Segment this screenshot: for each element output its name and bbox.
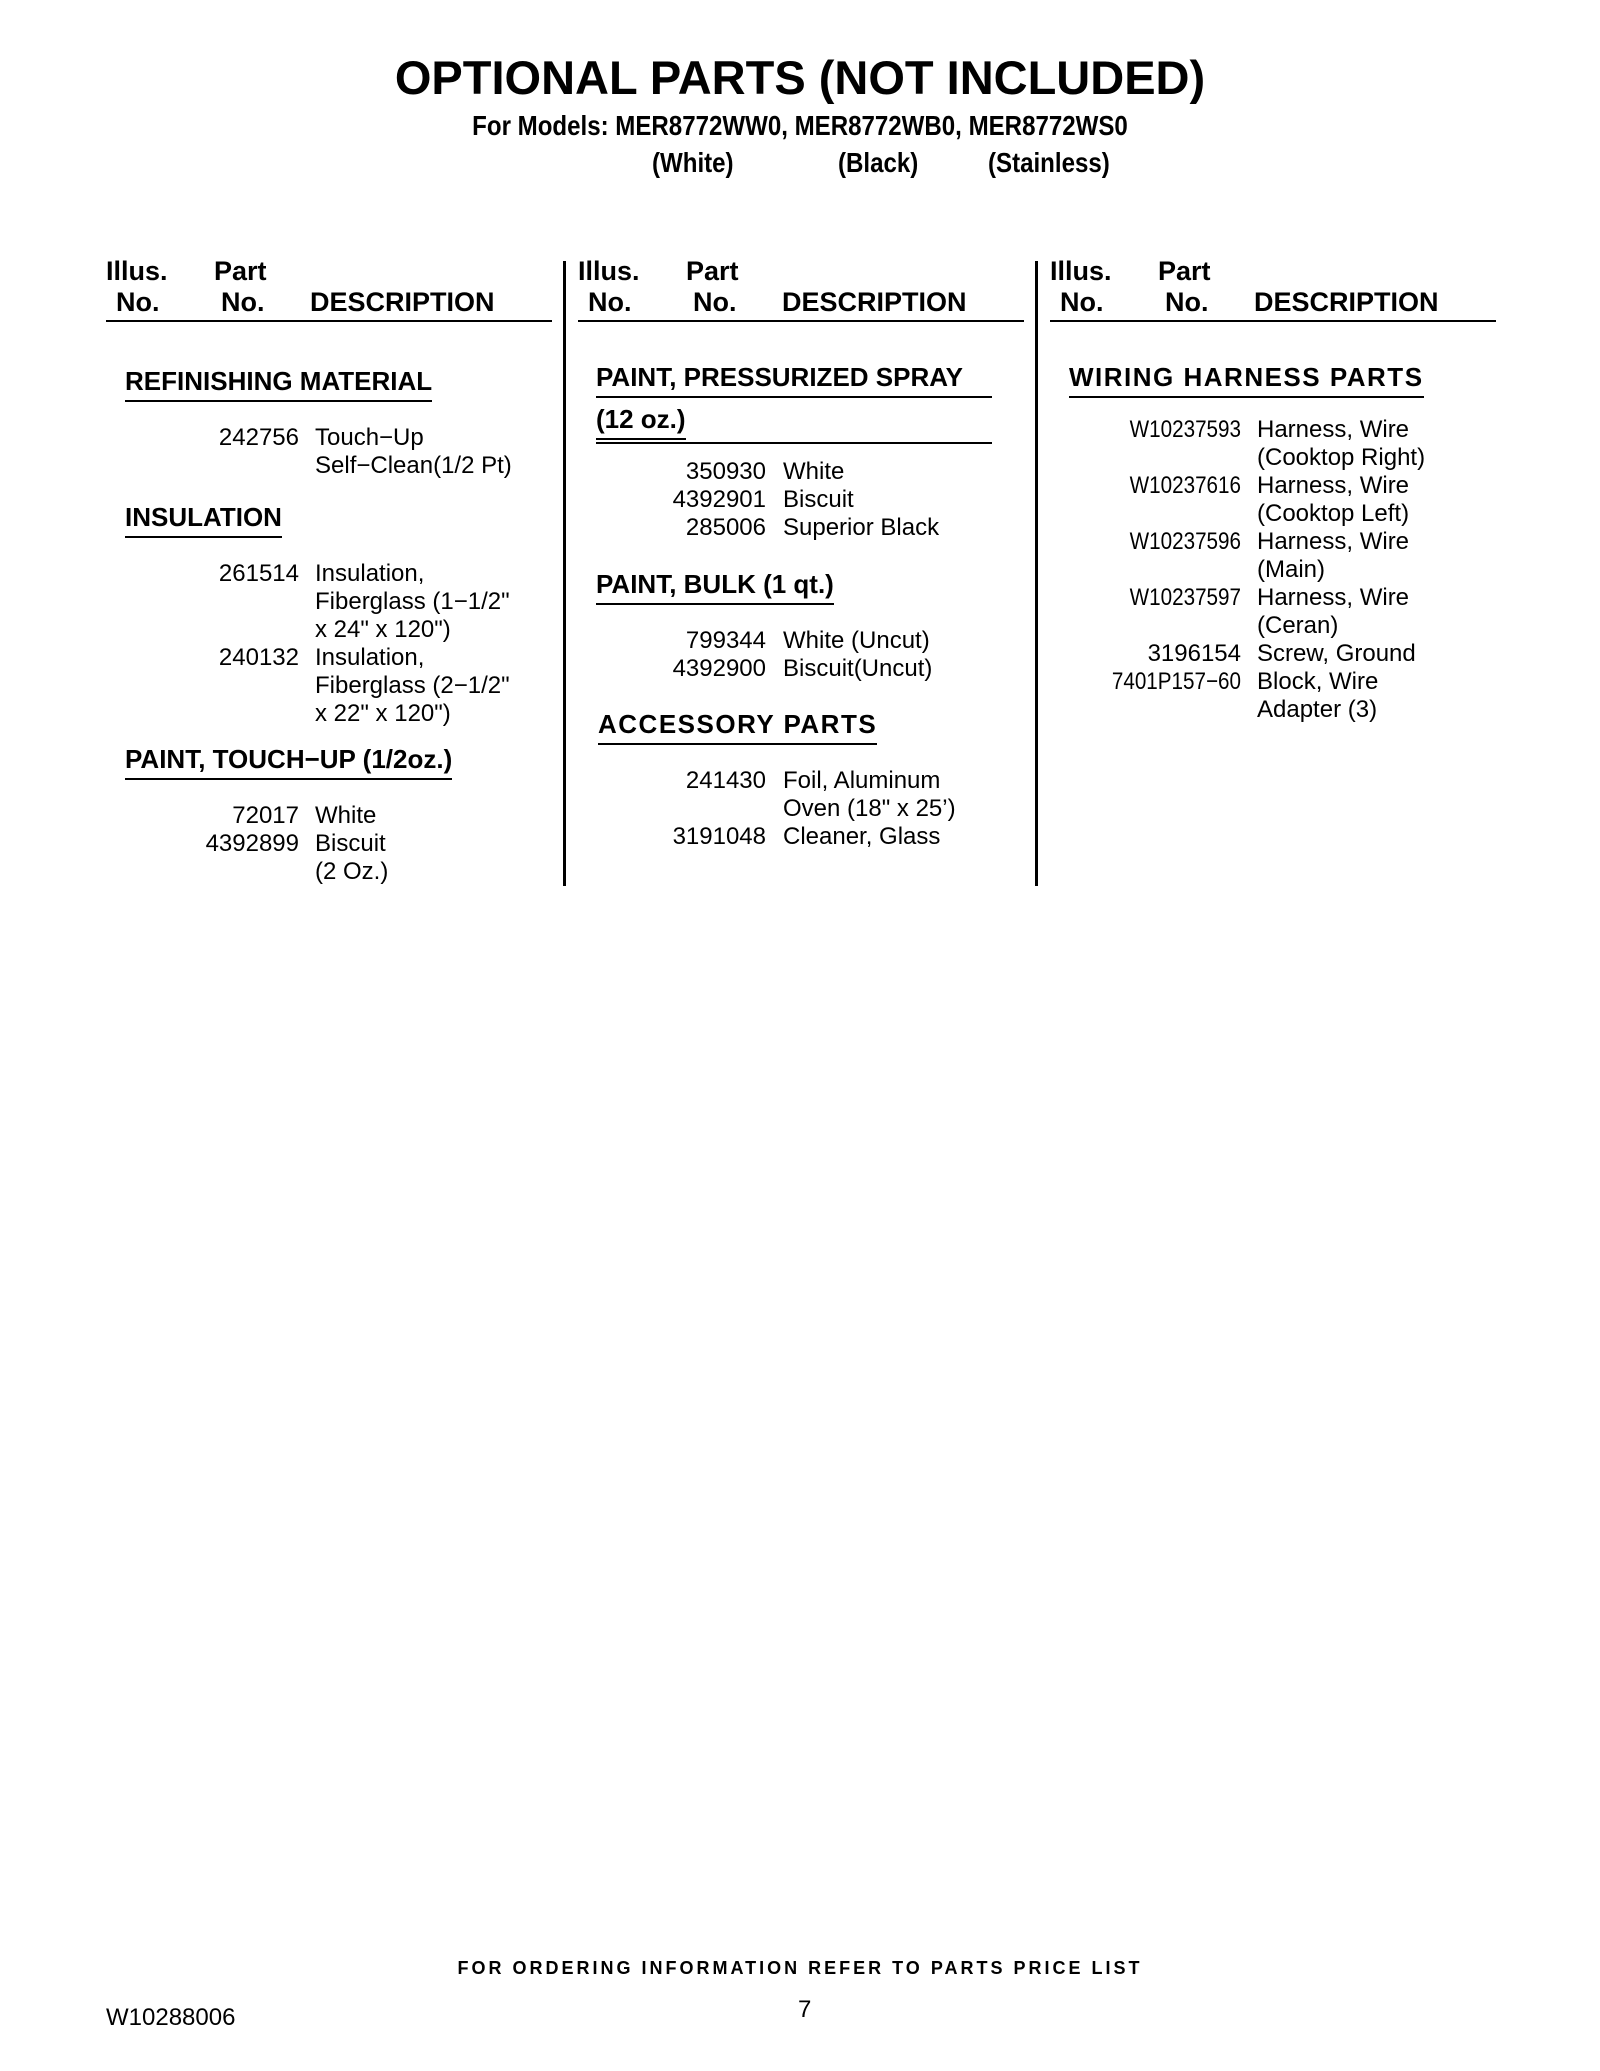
illus-no-label: No. (588, 287, 632, 317)
illus-label: Illus. (578, 256, 640, 286)
part-row (1069, 416, 1425, 472)
part-no-label: No. (693, 287, 737, 317)
part-number: 3196154 (1147, 640, 1241, 667)
section-paint-pressurized-spray (596, 360, 992, 542)
part-description: Superior Black (783, 514, 940, 541)
column-header-3 (1050, 256, 1496, 322)
part-description: Touch−Up Self−Clean(1/2 Pt) (315, 424, 512, 479)
part-description: Cleaner, Glass (783, 823, 941, 850)
part-no-label: No. (1165, 287, 1209, 317)
section-paint-bulk (596, 567, 932, 683)
part-number: 3191048 (672, 823, 766, 850)
part-row (125, 830, 452, 886)
part-row (1069, 668, 1425, 724)
part-label: Part (686, 256, 739, 286)
part-number: 350930 (685, 458, 766, 485)
section-title: REFINISHING MATERIAL (125, 364, 432, 402)
part-row (1069, 640, 1425, 668)
section-paint-touch-up (125, 742, 452, 886)
section-title: INSULATION (125, 500, 282, 538)
part-number: 240132 (218, 644, 299, 671)
part-label: Part (214, 256, 267, 286)
section-accessory-parts (598, 707, 956, 851)
part-row (1069, 584, 1425, 640)
part-number: 4392901 (672, 486, 766, 513)
part-number: 4392899 (205, 830, 299, 857)
part-no-label: No. (221, 287, 265, 317)
part-number: W10237616 (1129, 472, 1241, 499)
column-divider (563, 261, 566, 886)
part-row (1069, 472, 1425, 528)
model-color-stainless: (Stainless) (988, 147, 1110, 178)
part-description: Biscuit(Uncut) (783, 655, 933, 682)
part-number: 261514 (218, 560, 299, 587)
part-row (596, 627, 932, 655)
part-row (125, 644, 510, 728)
part-row (598, 823, 956, 851)
part-row (596, 514, 992, 542)
part-number: W10237597 (1129, 584, 1241, 611)
part-description: Block, Wire Adapter (3) (1257, 668, 1379, 723)
part-row (596, 655, 932, 683)
part-description: White (315, 802, 377, 829)
part-row (125, 560, 510, 644)
part-row (125, 424, 512, 480)
page-number: 7 (798, 1996, 812, 2023)
section-title: PAINT, PRESSURIZED SPRAY (12 oz.) (596, 360, 992, 444)
part-number: 242756 (218, 424, 299, 451)
illus-no-label: No. (1060, 287, 1104, 317)
part-description: Biscuit (783, 486, 854, 513)
illus-label: Illus. (106, 256, 168, 286)
part-description: Foil, Aluminum Oven (18" x 25’) (783, 767, 956, 822)
description-label: DESCRIPTION (1254, 287, 1439, 317)
part-number: 72017 (232, 802, 299, 829)
part-description: Biscuit (2 Oz.) (315, 830, 389, 885)
model-color-white: (White) (652, 147, 734, 178)
description-label: DESCRIPTION (782, 287, 967, 317)
model-color-black: (Black) (838, 147, 919, 178)
illus-label: Illus. (1050, 256, 1112, 286)
part-row (598, 767, 956, 823)
part-description: White (Uncut) (783, 627, 930, 654)
models-subtitle: For Models: MER8772WW0, MER8772WB0, MER8772WS0 (472, 110, 1128, 141)
part-number: 285006 (685, 514, 766, 541)
ordering-info-note: FOR ORDERING INFORMATION REFER TO PARTS PRICE LIST (457, 1958, 1143, 1978)
part-row (596, 458, 992, 486)
document-number: W10288006 (106, 2004, 236, 2031)
section-title: ACCESSORY PARTS (598, 707, 877, 745)
section-wiring-harness-parts (1069, 360, 1425, 724)
column-header-1 (106, 256, 552, 322)
part-row (596, 486, 992, 514)
part-number: 4392900 (672, 655, 766, 682)
part-row (1069, 528, 1425, 584)
part-description: White (783, 458, 845, 485)
description-label: DESCRIPTION (310, 287, 495, 317)
part-number: 7401P157−60 (1111, 668, 1241, 695)
part-description: Harness, Wire (Ceran) (1257, 584, 1410, 639)
part-number: W10237596 (1129, 528, 1241, 555)
part-description: Insulation, Fiberglass (1−1/2" x 24" x 120") (315, 560, 510, 643)
part-number: 241430 (685, 767, 766, 794)
part-description: Screw, Ground (1257, 640, 1416, 667)
page-title: OPTIONAL PARTS (NOT INCLUDED) (394, 51, 1206, 104)
part-row (125, 802, 452, 830)
part-description: Harness, Wire (Cooktop Right) (1257, 416, 1426, 471)
part-description: Harness, Wire (Main) (1257, 528, 1410, 583)
section-title: PAINT, BULK (1 qt.) (596, 567, 834, 605)
section-title: PAINT, TOUCH−UP (1/2oz.) (125, 742, 452, 780)
part-description: Insulation, Fiberglass (2−1/2" x 22" x 120") (315, 644, 510, 727)
part-description: Harness, Wire (Cooktop Left) (1257, 472, 1410, 527)
section-refinishing-material (125, 364, 512, 480)
part-number: 799344 (685, 627, 766, 654)
part-number: W10237593 (1129, 416, 1241, 443)
part-label: Part (1158, 256, 1211, 286)
section-insulation (125, 500, 510, 728)
section-title: WIRING HARNESS PARTS (1069, 360, 1424, 398)
column-header-2 (578, 256, 1024, 322)
column-divider (1035, 261, 1038, 886)
illus-no-label: No. (116, 287, 160, 317)
